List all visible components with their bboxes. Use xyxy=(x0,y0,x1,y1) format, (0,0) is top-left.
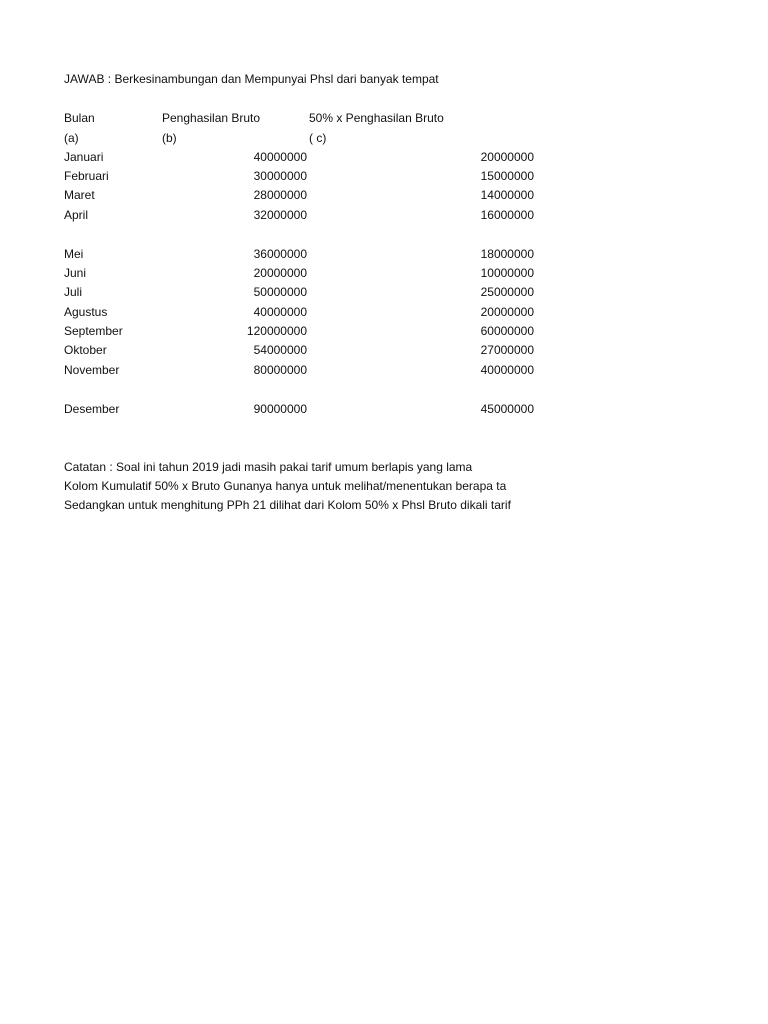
subheader-c: ( c) xyxy=(309,131,327,145)
row-bruto: 30000000 xyxy=(253,169,307,183)
row-bruto: 80000000 xyxy=(253,363,307,377)
note-line: Kolom Kumulatif 50% x Bruto Gunanya hanya untuk melihat/menentukan berapa ta xyxy=(64,479,507,493)
row-bruto: 28000000 xyxy=(253,188,307,202)
subheader-a: (a) xyxy=(64,131,79,145)
row-bruto: 50000000 xyxy=(253,285,307,299)
subheader-b: (b) xyxy=(162,131,177,145)
row-half-bruto: 20000000 xyxy=(480,305,534,319)
header-bruto: Penghasilan Bruto xyxy=(162,111,261,125)
row-half-bruto: 16000000 xyxy=(480,208,534,222)
row-month: Januari xyxy=(64,150,104,164)
header-month: Bulan xyxy=(64,111,95,125)
note-line: Catatan : Soal ini tahun 2019 jadi masih pakai tarif umum berlapis yang lama xyxy=(64,460,473,474)
row-bruto: 54000000 xyxy=(253,343,307,357)
row-month: Desember xyxy=(64,402,120,416)
row-bruto: 90000000 xyxy=(253,402,307,416)
row-month: Februari xyxy=(64,169,109,183)
row-month: Agustus xyxy=(64,305,108,319)
row-half-bruto: 45000000 xyxy=(480,402,534,416)
row-half-bruto: 20000000 xyxy=(480,150,534,164)
row-bruto: 20000000 xyxy=(253,266,307,280)
row-half-bruto: 10000000 xyxy=(480,266,534,280)
row-month: Maret xyxy=(64,188,95,202)
row-month: Oktober xyxy=(64,343,107,357)
row-half-bruto: 18000000 xyxy=(480,247,534,261)
header-half-bruto: 50% x Penghasilan Bruto xyxy=(309,111,444,125)
row-bruto: 120000000 xyxy=(246,324,307,338)
sheet-title: JAWAB : Berkesinambungan dan Mempunyai Phsl dari banyak tempat xyxy=(64,72,439,86)
row-bruto: 36000000 xyxy=(253,247,307,261)
row-month: April xyxy=(64,208,89,222)
row-month: Juni xyxy=(64,266,87,280)
row-half-bruto: 15000000 xyxy=(480,169,534,183)
row-month: September xyxy=(64,324,123,338)
row-bruto: 32000000 xyxy=(253,208,307,222)
row-bruto: 40000000 xyxy=(253,150,307,164)
note-line: Sedangkan untuk menghitung PPh 21 dilihat dari Kolom 50% x Phsl Bruto dikali tarif xyxy=(64,498,511,512)
row-bruto: 40000000 xyxy=(253,305,307,319)
row-month: Juli xyxy=(64,285,83,299)
row-half-bruto: 40000000 xyxy=(480,363,534,377)
row-half-bruto: 27000000 xyxy=(480,343,534,357)
row-half-bruto: 60000000 xyxy=(480,324,534,338)
row-month: Mei xyxy=(64,247,84,261)
row-month: November xyxy=(64,363,120,377)
row-half-bruto: 14000000 xyxy=(480,188,534,202)
row-half-bruto: 25000000 xyxy=(480,285,534,299)
